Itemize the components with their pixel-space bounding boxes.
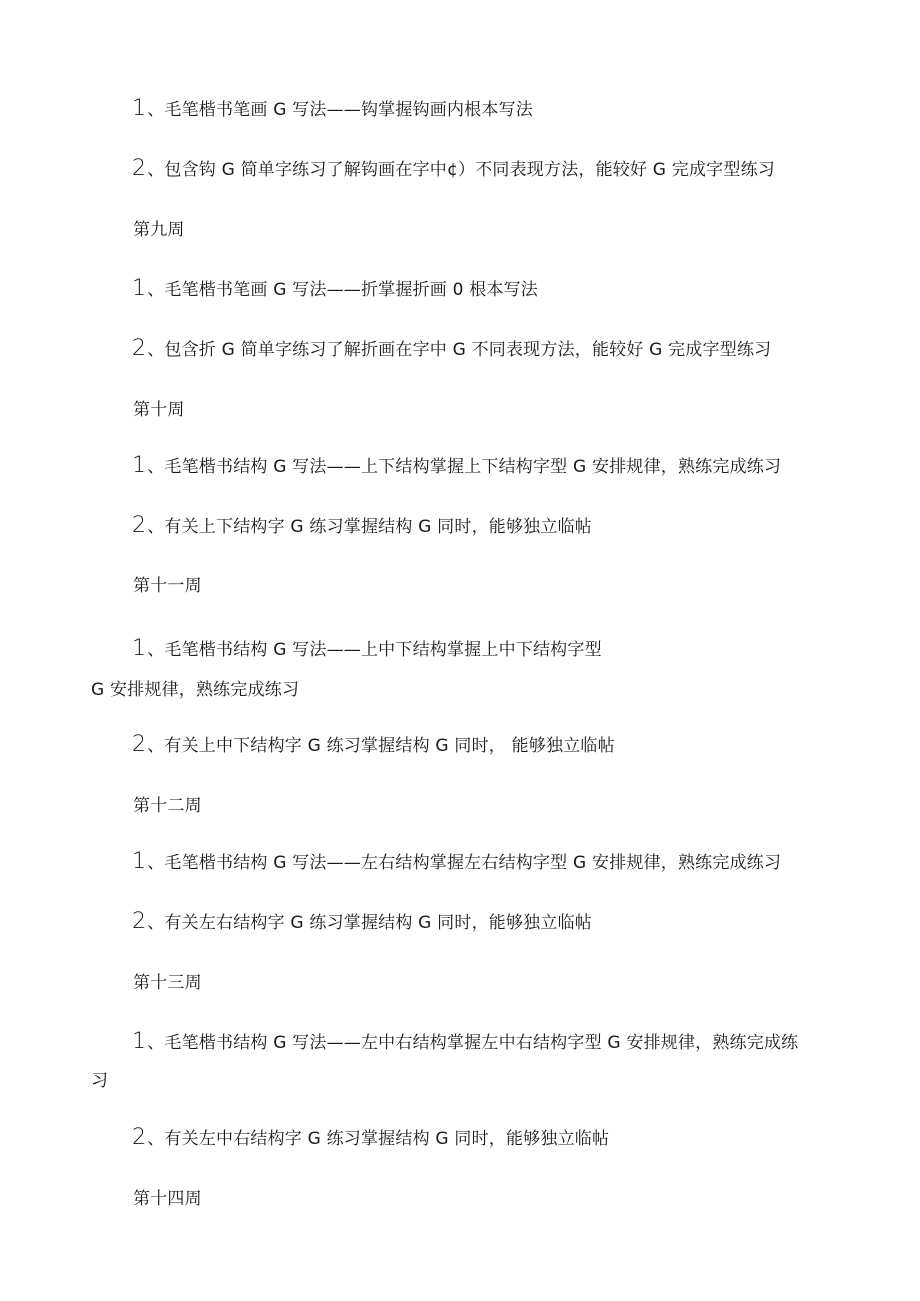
item-number: 2 (132, 156, 147, 181)
item-number: 2 (132, 336, 147, 361)
item-number: 1 (132, 1029, 147, 1054)
item-number: 2 (132, 732, 147, 757)
line-text: 第九周 (133, 220, 185, 240)
text-line (132, 734, 615, 757)
line-text: 、有关左右结构字 G 练习掌握结构 G 同时，能够独立临帖 (147, 913, 592, 933)
line-text: 、毛笔楷书笔画 G 写法——折掌握折画 0 根本写法 (147, 280, 539, 300)
week-heading (132, 574, 202, 597)
line-text: 、毛笔楷书笔画 G 写法——钩掌握钩画内根本写法 (147, 100, 533, 120)
text-line-continuation (90, 678, 299, 701)
line-text: 、毛笔楷书结构 G 写法——上中下结构掌握上中下结构字型 (147, 640, 602, 660)
line-text: 第十周 (133, 400, 185, 420)
item-number: 1 (132, 276, 147, 301)
line-text: 、包含折 G 简单字练习了解折画在字中 G 不同表现方法，能较好 G 完成字型练习 (147, 340, 772, 360)
line-text: 、毛笔楷书结构 G 写法——左右结构掌握左右结构字型 G 安排规律，熟练完成练习 (147, 853, 782, 873)
line-text: 、毛笔楷书结构 G 写法——左中右结构掌握左中右结构字型 G 安排规律，熟练完成练 (147, 1033, 799, 1053)
text-line (132, 515, 592, 538)
item-number: 2 (132, 909, 147, 934)
line-text: 、有关上下结构字 G 练习掌握结构 G 同时，能够独立临帖 (147, 517, 592, 537)
text-line (132, 851, 781, 874)
text-line-continuation (90, 1069, 108, 1092)
week-heading (132, 218, 185, 241)
text-line (132, 1031, 798, 1054)
week-heading (132, 971, 202, 994)
item-number: 1 (132, 849, 147, 874)
text-line (132, 638, 602, 661)
text-line (132, 278, 538, 301)
line-text: G 安排规律，熟练完成练习 (91, 680, 300, 700)
week-heading (132, 398, 185, 421)
text-line (132, 338, 771, 361)
line-text: 、有关上中下结构字 G 练习掌握结构 G 同时， 能够独立临帖 (147, 736, 615, 756)
week-heading (132, 1187, 202, 1210)
text-line (132, 455, 781, 478)
item-number: 2 (132, 1125, 147, 1150)
text-line (132, 1127, 609, 1150)
line-text: 习 (91, 1071, 109, 1091)
text-line (132, 158, 775, 181)
item-number: 2 (132, 513, 147, 538)
line-text: 、包含钩 G 简单字练习了解钩画在字中¢）不同表现方法，能较好 G 完成字型练习 (147, 160, 775, 180)
text-line (132, 98, 533, 121)
line-text: 、毛笔楷书结构 G 写法——上下结构掌握上下结构字型 G 安排规律，熟练完成练习 (147, 457, 782, 477)
text-line (132, 911, 592, 934)
item-number: 1 (132, 96, 147, 121)
line-text: 、有关左中右结构字 G 练习掌握结构 G 同时，能够独立临帖 (147, 1129, 610, 1149)
line-text: 第十四周 (133, 1189, 202, 1209)
item-number: 1 (132, 636, 147, 661)
week-heading (132, 794, 202, 817)
line-text: 第十一周 (133, 576, 202, 596)
line-text: 第十三周 (133, 973, 202, 993)
item-number: 1 (132, 453, 147, 478)
line-text: 第十二周 (133, 796, 202, 816)
